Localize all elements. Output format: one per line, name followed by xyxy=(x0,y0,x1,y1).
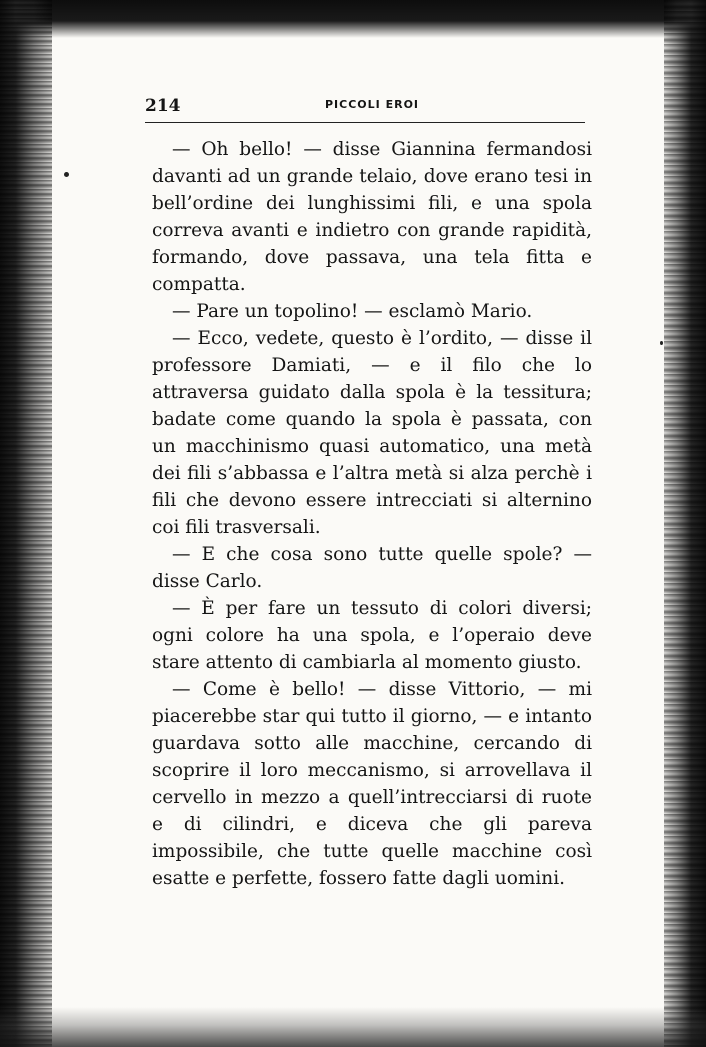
ink-speck xyxy=(64,172,69,177)
scan-edge-bottom xyxy=(0,1007,706,1047)
page-header xyxy=(145,96,585,123)
scan-edge-top xyxy=(0,0,706,38)
paragraph: — Come è bello! — disse Vittorio, — mi piacerebbe star qui tutto il giorno, — e intanto guardava sotto alle macchine, cercando di scoprire il loro meccanismo, si arrovellava il cervello in mezzo a quell’intrecciarsi di ruote e di cilindri, e diceva che gli pareva impossibile, che tutte quelle macchine così esatte e perfette, fossero fatte dagli uomini. xyxy=(152,679,592,889)
running-title: PICCOLI EROI xyxy=(325,98,420,111)
paragraph: — Ecco, vedete, questo è l’ordito, — disse il professore Damiati, — e il filo che lo attraversa guidato dalla spola è la tessitura; badate come quando la spola è passata, con un macchinismo quasi automatico, una metà dei fili s’abbassa e l’altra metà si alza perchè i fili che devono essere intrecciati si alternino coi fili trasversali. xyxy=(152,328,592,538)
scan-edge-right xyxy=(664,0,706,1047)
page-number: 214 xyxy=(145,96,181,116)
body-text xyxy=(152,136,592,892)
paragraph: — Oh bello! — disse Giannina fermandosi davanti ad un grande telaio, dove erano tesi in bell’ordine dei lunghissimi fili, e una spola correva avanti e indietro con grande rapidità, formando, dove passava, una tela fitta e compatta. xyxy=(152,139,592,295)
ink-speck xyxy=(660,341,663,345)
paragraph: — È per fare un tessuto di colori diversi; ogni colore ha una spola, e l’operaio deve stare attento di cambiarla al momento giusto. xyxy=(152,598,592,673)
paragraph: — Pare un topolino! — esclamò Mario. xyxy=(172,301,533,322)
scan-edge-left xyxy=(0,0,52,1047)
paragraph: — E che cosa sono tutte quelle spole? — disse Carlo. xyxy=(152,544,592,592)
